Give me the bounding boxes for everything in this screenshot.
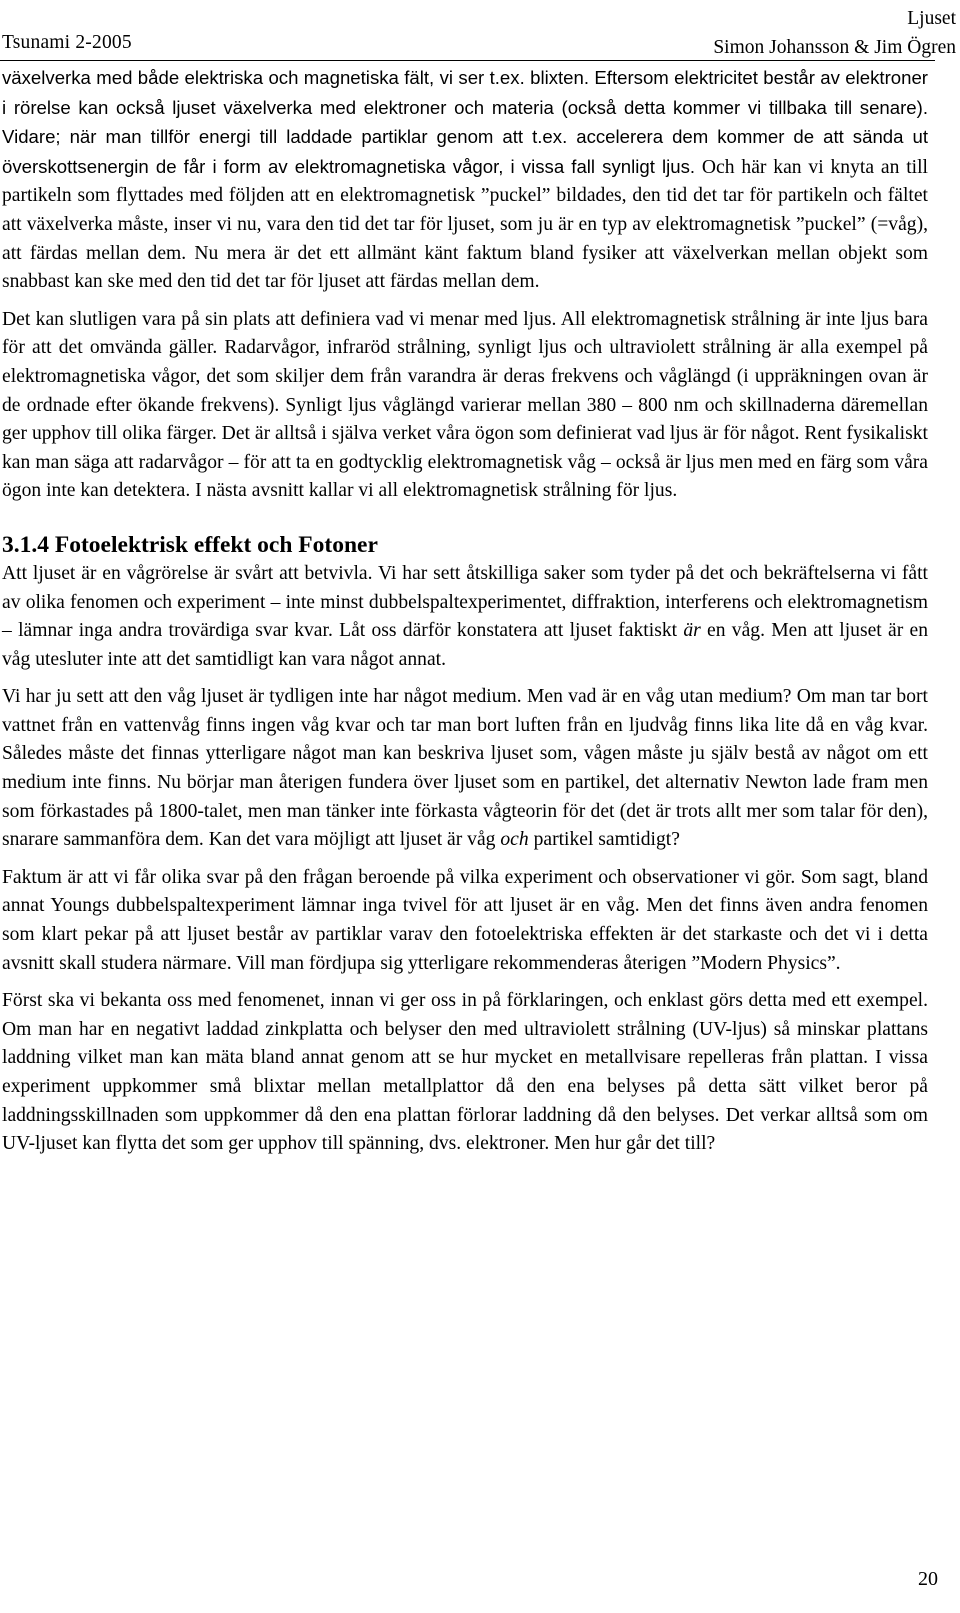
paragraph-4-a: Vi har ju sett att den våg ljuset är tydligen inte har något medium. Men vad är en våg utan medium? Om man tar bort vattnet från en vattenvåg finns ingen våg kvar och tar man bort luften från en ljudvåg finns lika lite då en våg kvar. Således måste det finnas ytterligare något man kan beskriva ljuset som, vågen måste ju själv bestå av något om ett medium inte finns. Nu börjar man återigen fundera över ljuset som en partikel, det alternativ Newton lade fram men som förkastades på 1800-talet, men man tänker inte förkasta vågteorin för det (det är trots allt mer som talar för den), snarare sammanföra dem. Kan det vara möjligt att ljuset är våg xyxy=(2,686,928,851)
header-journal: Tsunami 2-2005 xyxy=(2,32,132,53)
paragraph-1-serif: Och här kan vi knyta an till partikeln som flyttades med följden att en elektromagnetisk ”puckel” bildades, den tid det tar för partikeln och fältet att växelverka måste, inser vi nu, vara den tid det tar för ljuset, som ju är en typ av elektromagnetisk ”puckel” (=våg), att färdas mellan dem. Nu mera är det ett allmänt känt faktum bland fysiker att växelverkan mellan objekt som snabbast kan ske med den tid det tar för ljuset att färdas mellan dem. xyxy=(2,156,928,293)
paragraph-3 xyxy=(2,560,928,674)
body-text xyxy=(2,64,928,1168)
paragraph-3-b: en våg. Men att ljuset är en våg utesluter inte att det samtidligt kan vara något annat. xyxy=(2,620,928,670)
paragraph-2: Det kan slutligen vara på sin plats att definiera vad vi menar med ljus. All elektromagnetisk strålning är inte ljus bara för att det omvända gäller. Radarvågor, infraröd strålning, synligt ljus och ultraviolett strålning är alla exempel på elektromagnetiska vågor, det som skiljer dem från varandra är deras frekvens och våglängd (i uppräkningen ovan är de ordnade efter ökande frekvens). Synligt ljus våglängd varierar mellan 380 – 800 nm och skillnaderna däremellan ger upphov till olika färger. Det är alltså i själva verket våra ögon som definierat vad ljus är för något. Rent fysikaliskt kan man säga att radarvågor – för att ta en godtycklig elektromagnetisk våg – också är ljus men med en färg som våra ögon inte kan detektera. I nästa avsnitt kallar vi all elektromagnetisk strålning för ljus. xyxy=(2,308,928,502)
header-rule xyxy=(0,60,935,61)
header-title: Ljuset xyxy=(907,8,956,29)
paragraph-5: Faktum är att vi får olika svar på den frågan beroende på vilka experiment och observationer vi gör. Som sagt, bland annat Youngs dubbelspaltexperiment lämnar inga tvivel för att ljuset är en våg. Men det finns även andra fenomen som klart pekar på att ljuset består av partiklar varav den fotoelektriska effekten är det starkaste och det vi i detta avsnitt skall studera närmare. Vill man fördjupa sig ytterligare rekommenderas återigen ”Modern Physics”. xyxy=(2,866,928,974)
section-heading: 3.1.4 Fotoelektrisk effekt och Fotoner xyxy=(2,531,378,558)
paragraph-4-b: partikel samtidigt? xyxy=(528,829,680,851)
paragraph-4 xyxy=(2,683,928,855)
paragraph-1 xyxy=(2,64,928,297)
paragraph-3-em: är xyxy=(683,620,701,642)
page-number: 20 xyxy=(918,1568,938,1590)
paragraph-1-sans: växelverka med både elektriska och magnetiska fält, vi ser t.ex. blixten. Eftersom elektricitet består av elektroner i rörelse kan också ljuset växelverka med elektroner och materia (också detta kommer vi tillbaka till senare). Vidare; när man tillför energi till laddade partiklar genom att t.ex. accelerera dem kommer de att sända ut överskottsenergin de får i form av elektromagnetiska vågor, i vissa fall synligt ljus. xyxy=(2,67,928,177)
paragraph-4-em: och xyxy=(500,829,529,851)
header-authors: Simon Johansson & Jim Ögren xyxy=(713,37,956,58)
header-right xyxy=(713,4,956,62)
paragraph-6: Först ska vi bekanta oss med fenomenet, innan vi ger oss in på förklaringen, och enklast görs detta med ett exempel. Om man har en negativt laddad zinkplatta och belyser den med ultraviolett strålning (UV-ljus) så minskar plattans laddning vilket man kan mäta bland annat genom att se hur mycket en metallvisare repelleras från plattan. I vissa experiment uppkommer små blixtar mellan metallplattor då den ena belyses på detta sätt vilket beror på laddningsskillnaden som uppkommer då den ena plattan förlorar laddning då den belyses. Det verkar alltså som om UV-ljuset kan flytta det som ger upphov till spänning, dvs. elektroner. Men hur går det till? xyxy=(2,990,928,1155)
paragraph-3-a: Att ljuset är en vågrörelse är svårt att betvivla. Vi har sett åtskilliga saker som tyder på det och bekräftelserna vi fått av olika fenomen och experiment – inte minst dubbelspaltexperimentet, diffraktion, interferens och elektromagnetism – lämnar inga andra trovärdiga svar kvar. Låt oss därför konstatera att ljuset faktiskt xyxy=(2,562,928,642)
